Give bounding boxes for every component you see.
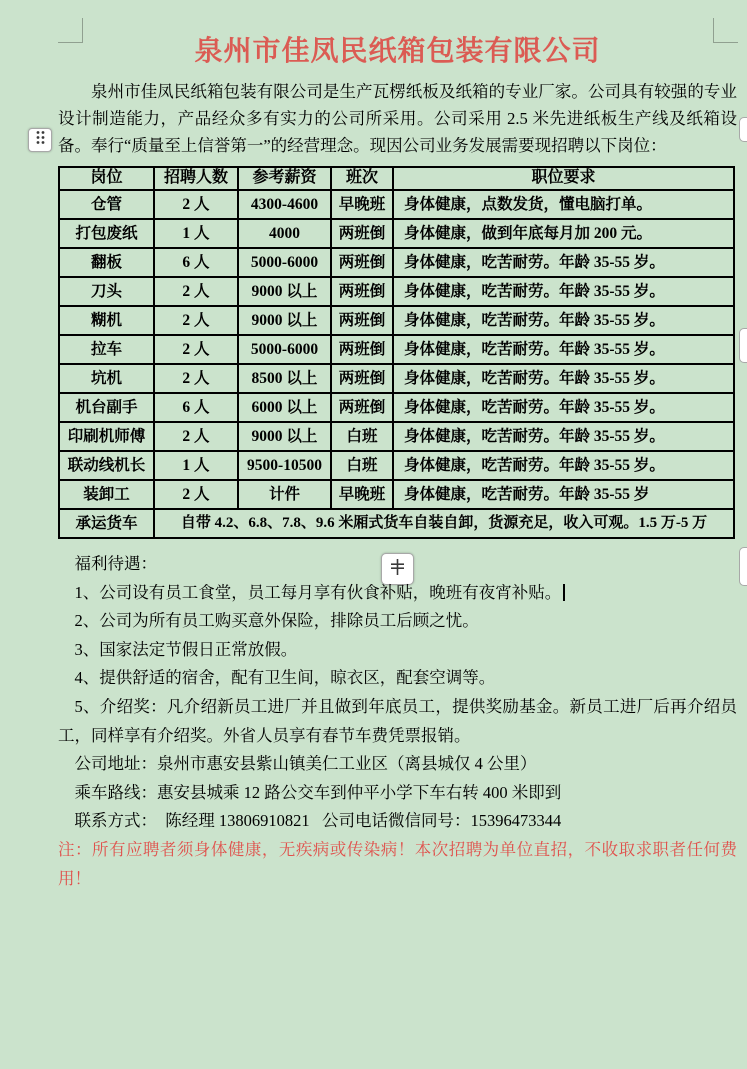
salary-cell: 6000 以上 — [238, 393, 331, 422]
bus-route: 乘车路线：惠安县城乘 12 路公交车到仲平小学下车右转 400 米即到 — [74, 782, 562, 802]
salary-cell: 9000 以上 — [238, 306, 331, 335]
position-cell: 坑机 — [59, 364, 154, 393]
table-row — [59, 190, 734, 219]
shift-cell: 两班倒 — [331, 306, 393, 335]
salary-cell: 9500-10500 — [238, 451, 331, 480]
welfare-item-1-text: 1、公司设有员工食堂，员工每月享有伙食补贴，晚班有夜宵补贴。 — [74, 582, 562, 602]
position-cell: 仓管 — [59, 190, 154, 219]
shift-cell: 早晚班 — [331, 480, 393, 509]
table-row — [59, 451, 734, 480]
drag-dots-icon — [35, 130, 46, 150]
company-address: 公司地址：泉州市惠安县紫山镇美仁工业区（离县城仅 4 公里） — [74, 754, 537, 774]
position-cell: 联动线机长 — [59, 451, 154, 480]
merged-detail-cell: 自带 4.2、6.8、7.8、9.6 米厢式货车自装自卸，货源充足，收入可观。1.5 万-5 万 — [154, 509, 734, 538]
position-cell: 承运货车 — [59, 509, 154, 538]
shift-cell: 两班倒 — [331, 364, 393, 393]
requirement-cell: 身体健康，吃苦耐劳。年龄 35-55 岁。 — [393, 364, 734, 393]
table-row — [59, 219, 734, 248]
salary-cell: 5000-6000 — [238, 335, 331, 364]
requirement-cell: 身体健康，吃苦耐劳。年龄 35-55 岁。 — [393, 451, 734, 480]
document-title: 泉州市佳凤民纸箱包装有限公司 — [194, 36, 601, 67]
jobs-table — [58, 166, 735, 539]
shift-cell: 白班 — [331, 451, 393, 480]
document-page — [58, 0, 737, 893]
jobs-table-body — [59, 190, 734, 538]
table-row — [59, 480, 734, 509]
table-row — [59, 248, 734, 277]
salary-cell: 9000 以上 — [238, 422, 331, 451]
welfare-item-4: 4、提供舒适的宿舍，配有卫生间，晾衣区，配套空调等。 — [74, 668, 496, 688]
requirement-cell: 身体健康，点数发货，懂电脑打单。 — [393, 190, 734, 219]
count-cell: 6 人 — [154, 393, 238, 422]
table-move-handle[interactable] — [28, 128, 52, 152]
requirement-cell: 身体健康，吃苦耐劳。年龄 35-55 岁。 — [393, 393, 734, 422]
table-row — [59, 422, 734, 451]
shift-cell: 两班倒 — [331, 219, 393, 248]
table-row — [59, 335, 734, 364]
count-cell: 2 人 — [154, 422, 238, 451]
edge-button-bottom[interactable] — [739, 547, 747, 586]
welfare-item-1 — [58, 579, 737, 608]
position-cell: 装卸工 — [59, 480, 154, 509]
requirement-cell: 身体健康，吃苦耐劳。年龄 35-55 岁。 — [393, 277, 734, 306]
requirement-cell: 身体健康，吃苦耐劳。年龄 35-55 岁。 — [393, 335, 734, 364]
requirement-cell: 身体健康，做到年底每月加 200 元。 — [393, 219, 734, 248]
position-cell: 糊机 — [59, 306, 154, 335]
requirement-cell: 身体健康，吃苦耐劳。年龄 35-55 岁。 — [393, 248, 734, 277]
header-requirement: 职位要求 — [393, 167, 734, 190]
note-text: 注：所有应聘者须身体健康，无疾病或传染病！本次招聘为单位直招，不收取求职者任何费用！ — [58, 839, 737, 888]
count-cell: 2 人 — [154, 364, 238, 393]
header-shift: 班次 — [331, 167, 393, 190]
shift-cell: 白班 — [331, 422, 393, 451]
table-row — [59, 393, 734, 422]
count-cell: 1 人 — [154, 219, 238, 248]
table-row — [59, 306, 734, 335]
salary-cell: 4000 — [238, 219, 331, 248]
contact-info: 联系方式： 陈经理 13806910821 公司电话微信同号：15396473344 — [74, 811, 562, 831]
requirement-cell: 身体健康，吃苦耐劳。年龄 35-55 岁。 — [393, 306, 734, 335]
header-position: 岗位 — [59, 167, 154, 190]
salary-cell: 4300-4600 — [238, 190, 331, 219]
count-cell: 1 人 — [154, 451, 238, 480]
salary-cell: 9000 以上 — [238, 277, 331, 306]
count-cell: 2 人 — [154, 335, 238, 364]
edge-button-top[interactable] — [739, 117, 747, 142]
position-cell: 翻板 — [59, 248, 154, 277]
count-cell: 2 人 — [154, 190, 238, 219]
welfare-item-5: 5、介绍奖：凡介绍新员工进厂并且做到年底员工，提供奖励基金。新员工进厂后再介绍员工，同样享有介绍奖。外省人员享有春节车费凭票报销。 — [58, 696, 737, 745]
count-cell: 2 人 — [154, 306, 238, 335]
edge-button-middle[interactable] — [739, 328, 747, 363]
count-cell: 6 人 — [154, 248, 238, 277]
welfare-item-2: 2、公司为所有员工购买意外保险，排除员工后顾之忧。 — [74, 611, 479, 631]
salary-cell: 8500 以上 — [238, 364, 331, 393]
shift-cell: 早晚班 — [331, 190, 393, 219]
position-cell: 机台副手 — [59, 393, 154, 422]
requirement-cell: 身体健康，吃苦耐劳。年龄 35-55 岁。 — [393, 422, 734, 451]
count-cell: 2 人 — [154, 277, 238, 306]
table-header-row — [59, 167, 734, 190]
position-cell: 刀头 — [59, 277, 154, 306]
table-row — [59, 277, 734, 306]
header-count: 招聘人数 — [154, 167, 238, 190]
table-row — [59, 364, 734, 393]
header-salary: 参考薪资 — [238, 167, 331, 190]
requirement-cell: 身体健康，吃苦耐劳。年龄 35-55 岁 — [393, 480, 734, 509]
position-cell: 拉车 — [59, 335, 154, 364]
position-cell: 打包废纸 — [59, 219, 154, 248]
welfare-heading: 福利待遇： — [74, 554, 157, 573]
salary-cell: 计件 — [238, 480, 331, 509]
salary-cell: 5000-6000 — [238, 248, 331, 277]
shift-cell: 两班倒 — [331, 335, 393, 364]
intro-paragraph: 泉州市佳凤民纸箱包装有限公司是生产瓦楞纸板及纸箱的专业厂家。公司具有较强的专业设计制造能力，产品经众多有实力的公司所采用。公司采用 2.5 米先进纸板生产线及纸箱设备。奉行“质量至上信誉第一”的经营理念。现因公司业务发展需要现招聘以下岗位： — [58, 82, 737, 155]
welfare-section — [58, 550, 737, 893]
shift-cell: 两班倒 — [331, 393, 393, 422]
shift-cell: 两班倒 — [331, 277, 393, 306]
welfare-item-3: 3、国家法定节假日正常放假。 — [74, 639, 298, 659]
text-cursor — [563, 584, 565, 601]
shift-cell: 两班倒 — [331, 248, 393, 277]
count-cell: 2 人 — [154, 480, 238, 509]
merged-row — [59, 509, 734, 538]
position-cell: 印刷机师傅 — [59, 422, 154, 451]
